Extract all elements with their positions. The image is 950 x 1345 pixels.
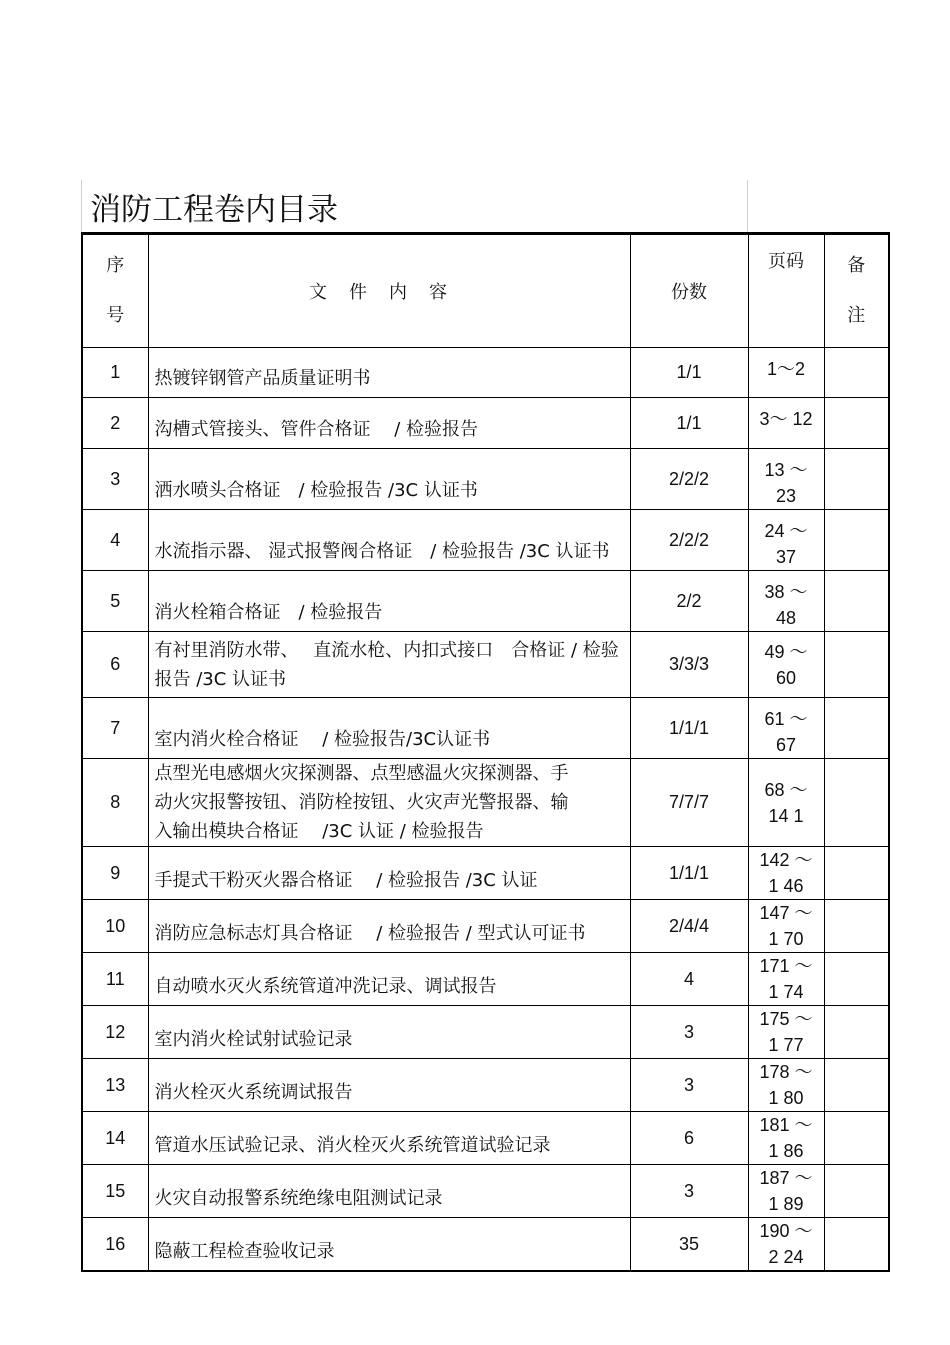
row-seq: 3	[82, 449, 148, 510]
row-count: 2/4/4	[630, 900, 748, 953]
row-seq: 9	[82, 847, 148, 900]
table-row	[82, 571, 889, 632]
row-count: 4	[630, 953, 748, 1006]
row-pages: 142 ～ 1 46	[748, 847, 824, 900]
row-seq: 14	[82, 1112, 148, 1165]
row-content	[148, 1059, 630, 1112]
row-pages: 68 ～ 14 1	[748, 759, 824, 847]
header-count: 份数	[630, 234, 748, 348]
table-row	[82, 900, 889, 953]
header-note-line2: 注	[847, 305, 866, 326]
row-content-line: 消火栓箱合格证 / 检验报告	[154, 602, 383, 623]
row-content	[148, 759, 630, 847]
table-row	[82, 1218, 889, 1272]
header-pages: 页码	[748, 234, 824, 348]
row-count: 2/2/2	[630, 510, 748, 571]
title-row	[81, 180, 748, 232]
row-content	[148, 953, 630, 1006]
row-count: 2/2/2	[630, 449, 748, 510]
row-pages: 38 ～ 48	[748, 571, 824, 632]
row-pages: 190 ～ 2 24	[748, 1218, 824, 1272]
row-note	[824, 1165, 889, 1218]
row-count: 3	[630, 1059, 748, 1112]
header-note-line1: 备	[847, 255, 866, 276]
row-note	[824, 698, 889, 759]
row-pages: 187 ～ 1 89	[748, 1165, 824, 1218]
row-seq: 11	[82, 953, 148, 1006]
row-pages: 181 ～ 1 86	[748, 1112, 824, 1165]
row-note	[824, 1059, 889, 1112]
row-content	[148, 1165, 630, 1218]
row-count: 1/1/1	[630, 698, 748, 759]
row-content	[148, 1112, 630, 1165]
table-row	[82, 348, 889, 398]
row-pages: 171 ～ 1 74	[748, 953, 824, 1006]
row-content-line: 火灾自动报警系统绝缘电阻测试记录	[154, 1188, 443, 1209]
row-note	[824, 398, 889, 449]
row-note	[824, 900, 889, 953]
row-content-line: 消防应急标志灯具合格证 / 检验报告 / 型式认可证书	[154, 923, 586, 944]
row-count: 1/1	[630, 398, 748, 449]
row-content-line: 室内消火栓合格证 / 检验报告/3C认证书	[154, 729, 491, 750]
row-note	[824, 632, 889, 698]
header-content-label: 文件内容	[309, 282, 469, 303]
row-content-line: 入输出模块合格证 /3C 认证 / 检验报告	[154, 821, 484, 842]
row-content-line: 隐蔽工程检查验收记录	[154, 1241, 335, 1262]
row-count: 1/1	[630, 348, 748, 398]
row-pages: 24 ～ 37	[748, 510, 824, 571]
row-note	[824, 1006, 889, 1059]
row-pages: 3～ 12	[748, 398, 824, 449]
row-seq: 13	[82, 1059, 148, 1112]
row-seq: 6	[82, 632, 148, 698]
row-pages: 61 ～ 67	[748, 698, 824, 759]
row-content-line: 自动喷水灭火系统管道冲洗记录、调试报告	[154, 976, 497, 997]
header-seq	[82, 234, 148, 348]
row-note	[824, 449, 889, 510]
row-seq: 15	[82, 1165, 148, 1218]
header-content	[148, 234, 630, 348]
row-content	[148, 698, 630, 759]
header-row	[82, 234, 889, 348]
table-row	[82, 449, 889, 510]
table-row	[82, 398, 889, 449]
row-content	[148, 1006, 630, 1059]
table-row	[82, 698, 889, 759]
catalog-table	[81, 232, 890, 1272]
row-content-line: 动火灾报警按钮、消防栓按钮、火灾声光警报器、输	[154, 792, 569, 813]
row-pages: 147 ～ 1 70	[748, 900, 824, 953]
row-seq: 7	[82, 698, 148, 759]
table-row	[82, 759, 889, 847]
row-count: 3	[630, 1165, 748, 1218]
table-row	[82, 847, 889, 900]
row-pages: 178 ～ 1 80	[748, 1059, 824, 1112]
row-pages: 1～2	[748, 348, 824, 398]
row-pages: 175 ～ 1 77	[748, 1006, 824, 1059]
row-content-line: 管道水压试验记录、消火栓灭火系统管道试验记录	[154, 1135, 551, 1156]
table-row	[82, 1165, 889, 1218]
row-content-line: 点型光电感烟火灾探测器、点型感温火灾探测器、手	[154, 763, 569, 784]
row-seq: 2	[82, 398, 148, 449]
row-content-line: 有衬里消防水带、 直流水枪、内扣式接口 合格证 / 检验	[154, 639, 619, 661]
row-note	[824, 571, 889, 632]
row-seq: 12	[82, 1006, 148, 1059]
table-row	[82, 632, 889, 698]
row-seq: 16	[82, 1218, 148, 1272]
row-content-line: 洒水喷头合格证 / 检验报告 /3C 认证书	[154, 480, 478, 501]
row-content	[148, 571, 630, 632]
row-count: 35	[630, 1218, 748, 1272]
row-seq: 8	[82, 759, 148, 847]
row-seq: 4	[82, 510, 148, 571]
header-seq-line1: 序	[106, 255, 125, 276]
row-content	[148, 900, 630, 953]
page-title: 消防工程卷内目录	[90, 192, 338, 228]
row-content	[148, 510, 630, 571]
row-content	[148, 348, 630, 398]
row-count: 1/1/1	[630, 847, 748, 900]
row-content-line: 消火栓灭火系统调试报告	[154, 1082, 353, 1103]
row-note	[824, 510, 889, 571]
table-row	[82, 1059, 889, 1112]
row-count: 3/3/3	[630, 632, 748, 698]
table-row	[82, 953, 889, 1006]
row-content	[148, 398, 630, 449]
row-note	[824, 847, 889, 900]
row-content	[148, 632, 630, 698]
row-seq: 1	[82, 348, 148, 398]
row-count: 6	[630, 1112, 748, 1165]
row-content-line: 室内消火栓试射试验记录	[154, 1029, 353, 1050]
row-seq: 5	[82, 571, 148, 632]
row-note	[824, 1112, 889, 1165]
row-content-line: 沟槽式管接头、管件合格证 / 检验报告	[154, 419, 479, 440]
row-pages: 13 ～ 23	[748, 449, 824, 510]
row-content-line: 手提式干粉灭火器合格证 / 检验报告 /3C 认证	[154, 870, 538, 891]
row-note	[824, 1218, 889, 1272]
row-content-line: 水流指示器、 湿式报警阀合格证 / 检验报告 /3C 认证书	[154, 541, 610, 562]
row-note	[824, 759, 889, 847]
row-content	[148, 449, 630, 510]
row-count: 3	[630, 1006, 748, 1059]
row-content	[148, 1218, 630, 1272]
row-note	[824, 348, 889, 398]
header-note	[824, 234, 889, 348]
row-content-line: 热镀锌钢管产品质量证明书	[154, 368, 371, 389]
row-seq: 10	[82, 900, 148, 953]
row-content	[148, 847, 630, 900]
row-count: 7/7/7	[630, 759, 748, 847]
row-count: 2/2	[630, 571, 748, 632]
table-row	[82, 510, 889, 571]
row-note	[824, 953, 889, 1006]
table-row	[82, 1112, 889, 1165]
row-content-line: 报告 /3C 认证书	[154, 668, 287, 690]
table-row	[82, 1006, 889, 1059]
row-pages: 49 ～ 60	[748, 632, 824, 698]
header-seq-line2: 号	[106, 305, 125, 326]
